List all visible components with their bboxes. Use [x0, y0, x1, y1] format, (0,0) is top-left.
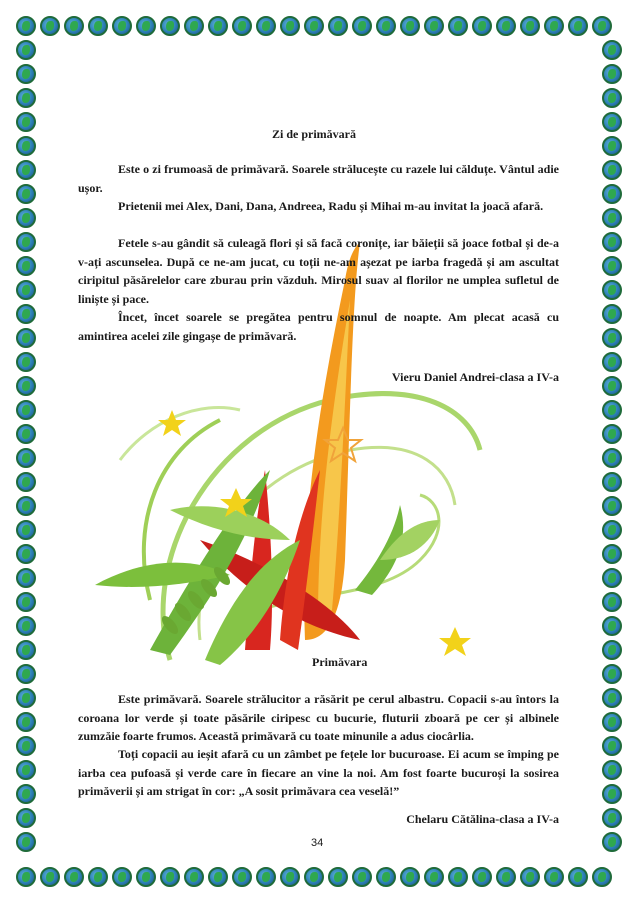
globe-icon — [328, 16, 348, 36]
page-number: 34 — [311, 837, 324, 849]
globe-icon — [602, 256, 622, 276]
globe-icon — [520, 16, 540, 36]
globe-icon — [136, 867, 156, 887]
globe-icon — [602, 376, 622, 396]
story2-paragraph-2 — [78, 745, 559, 801]
globe-icon — [448, 867, 468, 887]
globe-icon — [602, 304, 622, 324]
globe-icon — [16, 640, 36, 660]
globe-icon — [602, 232, 622, 252]
globe-icon — [16, 328, 36, 348]
bottom-border — [14, 865, 626, 889]
globe-icon — [280, 867, 300, 887]
top-border — [14, 14, 626, 38]
globe-icon — [232, 867, 252, 887]
globe-icon — [602, 496, 622, 516]
globe-icon — [400, 16, 420, 36]
globe-icon — [16, 568, 36, 588]
globe-icon — [16, 867, 36, 887]
globe-icon — [16, 760, 36, 780]
story1-paragraph-1-text: Este o zi frumoasă de primăvară. Soarele strălucește cu razele lui călduțe. Vântul adie ușor. — [78, 162, 559, 195]
right-border — [600, 38, 624, 864]
globe-icon — [112, 867, 132, 887]
globe-icon — [424, 867, 444, 887]
story1-paragraph-3-text: Fetele s-au gândit să culeagă flori și să facă coronițe, iar băieții să joace fotbal și de-a v-ați ascunselea. După ce ne-am jucat, cu toții ne-am așezat pe iarba fragedă și am ascultat ciripitul păsărelelor care zburau prin văzduh. Mirosul suav al florilor ne umplea sufletul de liniște și pace. — [78, 236, 559, 306]
globe-icon — [328, 867, 348, 887]
globe-icon — [16, 40, 36, 60]
globe-icon — [602, 88, 622, 108]
globe-icon — [520, 867, 540, 887]
globe-icon — [602, 520, 622, 540]
globe-icon — [602, 208, 622, 228]
globe-icon — [602, 112, 622, 132]
globe-icon — [602, 784, 622, 804]
globe-icon — [160, 16, 180, 36]
globe-icon — [16, 304, 36, 324]
globe-icon — [568, 16, 588, 36]
globe-icon — [256, 16, 276, 36]
globe-icon — [304, 867, 324, 887]
globe-icon — [16, 688, 36, 708]
left-border — [14, 38, 38, 864]
globe-icon — [16, 424, 36, 444]
globe-icon — [424, 16, 444, 36]
globe-icon — [352, 867, 372, 887]
globe-icon — [472, 16, 492, 36]
globe-icon — [602, 592, 622, 612]
globe-icon — [602, 808, 622, 828]
globe-icon — [602, 40, 622, 60]
globe-icon — [602, 400, 622, 420]
globe-icon — [16, 280, 36, 300]
globe-icon — [64, 16, 84, 36]
globe-icon — [602, 472, 622, 492]
story1-author: Vieru Daniel Andrei-clasa a IV-a — [391, 370, 559, 384]
globe-icon — [16, 832, 36, 852]
globe-icon — [16, 160, 36, 180]
story1-paragraph-1 — [78, 160, 559, 197]
globe-icon — [602, 280, 622, 300]
globe-icon — [16, 64, 36, 84]
story1-paragraph-2 — [78, 197, 559, 216]
globe-icon — [16, 784, 36, 804]
globe-icon — [602, 544, 622, 564]
globe-icon — [602, 640, 622, 660]
globe-icon — [602, 760, 622, 780]
story2-paragraph-2-text: Toți copacii au ieșit afară cu un zâmbet pe fețele lor bucuroase. Ei acum se împing pe iarba cea pufoasă și verde care în fiecare an vine la noi. Am fost foarte bucuroși la sosirea primăverii și am strigat în cor: „A sosit primăvara cea veselă!” — [78, 747, 559, 799]
story2-paragraph-1 — [78, 690, 559, 746]
globe-icon — [16, 592, 36, 612]
story1-paragraph-4 — [78, 308, 559, 345]
globe-icon — [232, 16, 252, 36]
globe-icon — [16, 808, 36, 828]
globe-icon — [352, 16, 372, 36]
globe-icon — [88, 867, 108, 887]
globe-icon — [602, 616, 622, 636]
globe-icon — [16, 400, 36, 420]
globe-icon — [16, 352, 36, 372]
globe-icon — [184, 16, 204, 36]
globe-icon — [16, 16, 36, 36]
globe-icon — [16, 736, 36, 756]
globe-icon — [16, 664, 36, 684]
globe-icon — [472, 867, 492, 887]
globe-icon — [16, 256, 36, 276]
globe-icon — [602, 184, 622, 204]
globe-icon — [160, 867, 180, 887]
globe-icon — [592, 16, 612, 36]
globe-icon — [16, 448, 36, 468]
globe-icon — [16, 88, 36, 108]
globe-icon — [184, 867, 204, 887]
globe-icon — [602, 736, 622, 756]
globe-icon — [448, 16, 468, 36]
globe-icon — [544, 16, 564, 36]
globe-icon — [16, 208, 36, 228]
globe-icon — [602, 568, 622, 588]
globe-icon — [88, 16, 108, 36]
globe-icon — [16, 472, 36, 492]
globe-icon — [64, 867, 84, 887]
story1-paragraph-4-text: Încet, încet soarele se pregătea pentru somnul de noapte. Am plecat acasă cu amintirea acelei zile gingașe de primăvară. — [78, 310, 559, 343]
globe-icon — [112, 16, 132, 36]
globe-icon — [602, 664, 622, 684]
globe-icon — [40, 867, 60, 887]
globe-icon — [602, 136, 622, 156]
story1-paragraph-2-text: Prietenii mei Alex, Dani, Dana, Andreea, Radu și Mihai m-au invitat la joacă afară. — [118, 199, 544, 213]
globe-icon — [602, 352, 622, 372]
globe-icon — [16, 136, 36, 156]
globe-icon — [602, 832, 622, 852]
globe-icon — [16, 232, 36, 252]
globe-icon — [544, 867, 564, 887]
globe-icon — [16, 496, 36, 516]
globe-icon — [208, 867, 228, 887]
globe-icon — [16, 616, 36, 636]
globe-icon — [568, 867, 588, 887]
globe-icon — [136, 16, 156, 36]
story2-paragraph-1-text: Este primăvară. Soarele strălucitor a răsărit pe cerul albastru. Copacii s-au întors la coroana lor verde și toate păsările ciripesc cu bucurie, fluturii zboară pe cer și albinele zumzăie foarte frumos. Această primăvară cu toate minunile a adus ciocârlia. — [78, 692, 559, 744]
globe-icon — [208, 16, 228, 36]
story1-paragraph-3 — [78, 234, 559, 308]
story1-title: Zi de primăvară — [272, 127, 356, 141]
globe-icon — [376, 867, 396, 887]
globe-icon — [376, 16, 396, 36]
globe-icon — [304, 16, 324, 36]
story2-title: Primăvara — [312, 655, 368, 669]
globe-icon — [256, 867, 276, 887]
globe-icon — [16, 112, 36, 132]
globe-icon — [496, 867, 516, 887]
globe-icon — [602, 424, 622, 444]
globe-icon — [16, 184, 36, 204]
globe-icon — [16, 520, 36, 540]
globe-icon — [16, 376, 36, 396]
globe-icon — [602, 64, 622, 84]
globe-icon — [16, 712, 36, 732]
globe-icon — [280, 16, 300, 36]
globe-icon — [602, 160, 622, 180]
globe-icon — [602, 688, 622, 708]
globe-icon — [602, 328, 622, 348]
globe-icon — [400, 867, 420, 887]
globe-icon — [40, 16, 60, 36]
story2-author: Chelaru Cătălina-clasa a IV-a — [406, 812, 559, 826]
globe-icon — [602, 712, 622, 732]
globe-icon — [496, 16, 516, 36]
globe-icon — [592, 867, 612, 887]
globe-icon — [16, 544, 36, 564]
globe-icon — [602, 448, 622, 468]
